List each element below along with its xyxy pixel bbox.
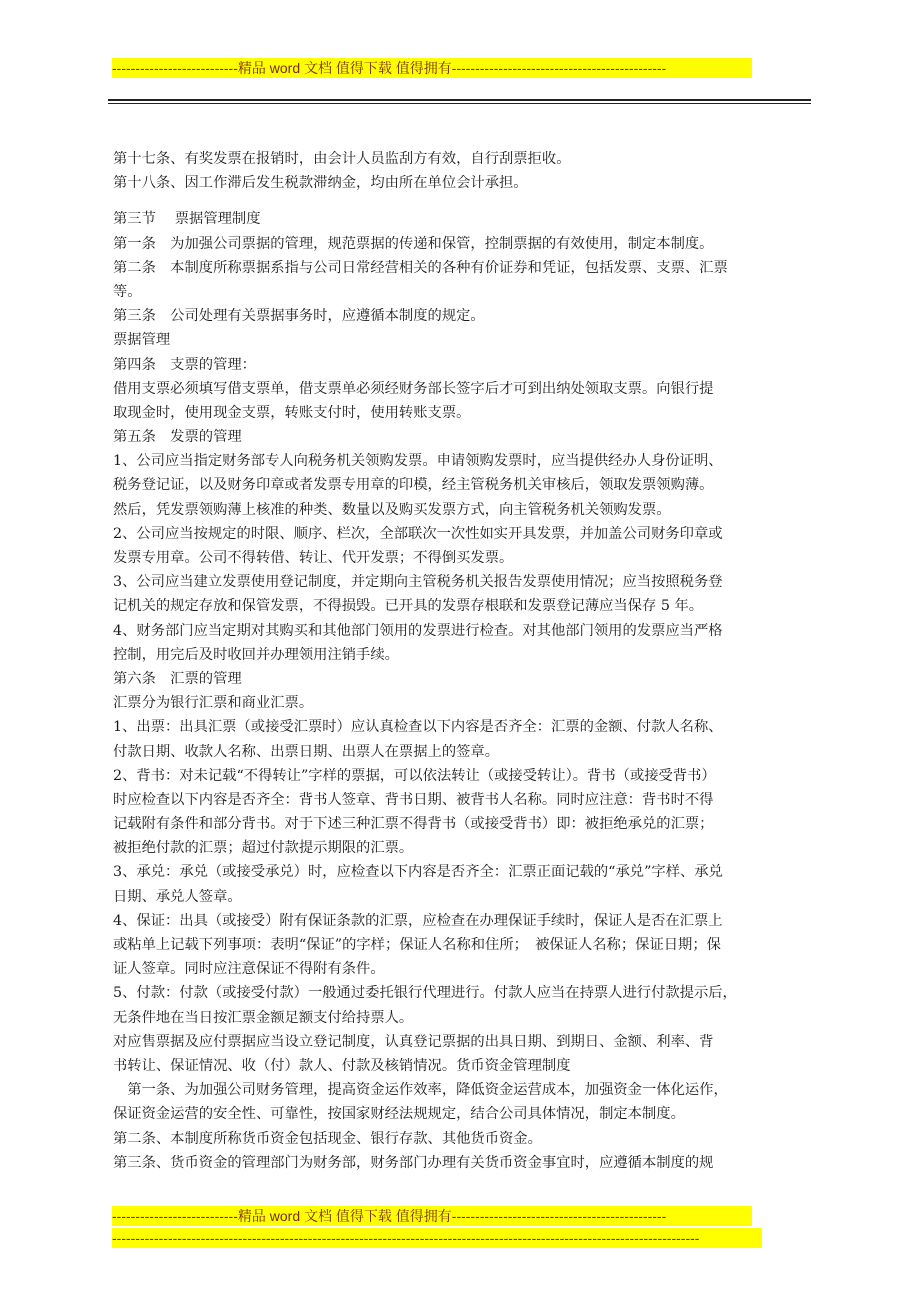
text-line: 票据管理: [113, 332, 171, 349]
text-line: 对应售票据及应付票据应当设立登记制度，认真登记票据的出具日期、到期日、金额、利率、背: [113, 1033, 714, 1050]
text-line: 2、公司应当按规定的时限、顺序、栏次，全部联次一次性如实开具发票，并加盖公司财务印章或: [113, 525, 723, 542]
footer-dashes: ------------------------------------------------------------------------------------------------------------------------------: [112, 1228, 762, 1248]
text-line: 第四条 支票的管理：: [113, 356, 256, 373]
text-line: 第三节 票据管理制度: [113, 211, 261, 228]
text-line: 日期、承兑人签章。: [113, 888, 242, 905]
text-line: 5、付款：付款（或接受付款）一般通过委托银行代理进行。付款人应当在持票人进行付款提示后，: [113, 985, 737, 1002]
text-line: 第二条、本制度所称货币资金包括现金、银行存款、其他货币资金。: [113, 1130, 542, 1147]
text-line: 第六条 汇票的管理: [113, 670, 242, 687]
text-line: 发票专用章。公司不得转借、转让、代开发票；不得倒买发票。: [113, 550, 514, 566]
text-line: 付款日期、收款人名称、出票日期、出票人在票据上的签章。: [113, 743, 500, 760]
document-body: [113, 147, 813, 1175]
text-line: 或粘单上记载下列事项：表明“保证”的字样；保证人名称和住所； 被保证人名称；保证日期；保: [113, 937, 721, 953]
text-line: 第一条 为加强公司票据的管理，规范票据的传递和保管，控制票据的有效使用，制定本制度。: [113, 235, 714, 252]
text-line: 3、承兑：承兑（或接受承兑）时，应检查以下内容是否齐全：汇票正面记载的“承兑”字样、承兑: [113, 864, 723, 881]
header-rule-thick: [108, 99, 811, 101]
text-line: 第三条 公司处理有关票据事务时，应遵循本制度的规定。: [113, 308, 485, 325]
text-line: 第十八条、因工作滞后发生税款滞纳金，均由所在单位会计承担。: [113, 175, 528, 192]
text-line: 汇票分为银行汇票和商业汇票。: [113, 695, 314, 712]
text-line: 无条件地在当日按汇票金额足额支付给持票人。: [113, 1009, 414, 1026]
text-line: 等。: [113, 283, 142, 300]
text-line: 1、公司应当指定财务部专人向税务机关领购发票。申请领购发票时，应当提供经办人身份证明、: [113, 453, 723, 470]
text-line: 第一条、为加强公司财务管理，提高资金运作效率，降低资金运营成本，加强资金一体化运作，: [113, 1082, 728, 1099]
text-line: 2、背书：对未记载“不得转让”字样的票据，可以依法转让（或接受转让）。背书（或接受背书）: [113, 767, 716, 784]
header-rule-thin: [108, 103, 811, 104]
text-line: 第十七条、有奖发票在报销时，由会计人员监刮方有效，自行刮票拒收。: [113, 151, 571, 167]
text-line: 4、保证：出具（或接受）附有保证条款的汇票，应检查在办理保证手续时，保证人是否在汇票上: [113, 912, 723, 929]
paragraph-gap: [113, 195, 813, 207]
text-line: 时应检查以下内容是否齐全：背书人签章、背书日期、被背书人名称。同时应注意：背书时不得: [113, 791, 714, 808]
text-line: 保证资金运营的安全性、可靠性，按国家财经法规规定，结合公司具体情况，制定本制度。: [113, 1106, 685, 1123]
text-line: 记载附有条件和部分背书。对于下述三种汇票不得背书（或接受背书）即：被拒绝承兑的汇票；: [113, 816, 714, 833]
text-line: 证人签章。同时应注意保证不得附有条件。: [113, 961, 385, 978]
text-line: 控制，用完后及时收回并办理领用注销手续。: [113, 646, 399, 663]
text-line: 然后，凭发票领购薄上核准的种类、数量以及购买发票方式，向主管税务机关领购发票。: [113, 501, 671, 518]
text-line: 税务登记证，以及财务印章或者发票专用章的印模，经主管税务机关审核后，领取发票领购薄。: [113, 477, 714, 494]
footer-banner: ---------------------------精品 word 文档 值得下载 值得拥有----------------------------------------------: [112, 1206, 752, 1226]
header-banner: ---------------------------精品 word 文档 值得下载 值得拥有----------------------------------------------: [112, 58, 752, 78]
text-line: 第二条 本制度所称票据系指与公司日常经营相关的各种有价证券和凭证，包括发票、支票、汇票: [113, 259, 728, 276]
text-line: 4、财务部门应当定期对其购买和其他部门领用的发票进行检查。对其他部门领用的发票应当严格: [113, 622, 723, 639]
text-line: 借用支票必须填写借支票单，借支票单必须经财务部长签字后才可到出纳处领取支票。向银行提: [113, 380, 714, 397]
text-line: 被拒绝付款的汇票；超过付款提示期限的汇票。: [113, 840, 414, 857]
text-line: 第五条 发票的管理: [113, 429, 242, 446]
text-line: 3、公司应当建立发票使用登记制度，并定期向主管税务机关报告发票使用情况；应当按照税务登: [113, 574, 723, 591]
text-line: 第三条、货币资金的管理部门为财务部，财务部门办理有关货币资金事宜时，应遵循本制度的规: [113, 1154, 714, 1171]
text-line: 记机关的规定存放和保管发票，不得损毁。已开具的发票存根联和发票登记薄应当保存 5 年。: [113, 598, 704, 615]
text-line: 取现金时，使用现金支票，转账支付时，使用转账支票。: [113, 404, 471, 421]
text-line: 书转让、保证情况、收（付）款人、付款及核销情况。货币资金管理制度: [113, 1057, 571, 1074]
text-line: 1、出票：出具汇票（或接受汇票时）应认真检查以下内容是否齐全：汇票的金额、付款人名称、: [113, 719, 723, 736]
